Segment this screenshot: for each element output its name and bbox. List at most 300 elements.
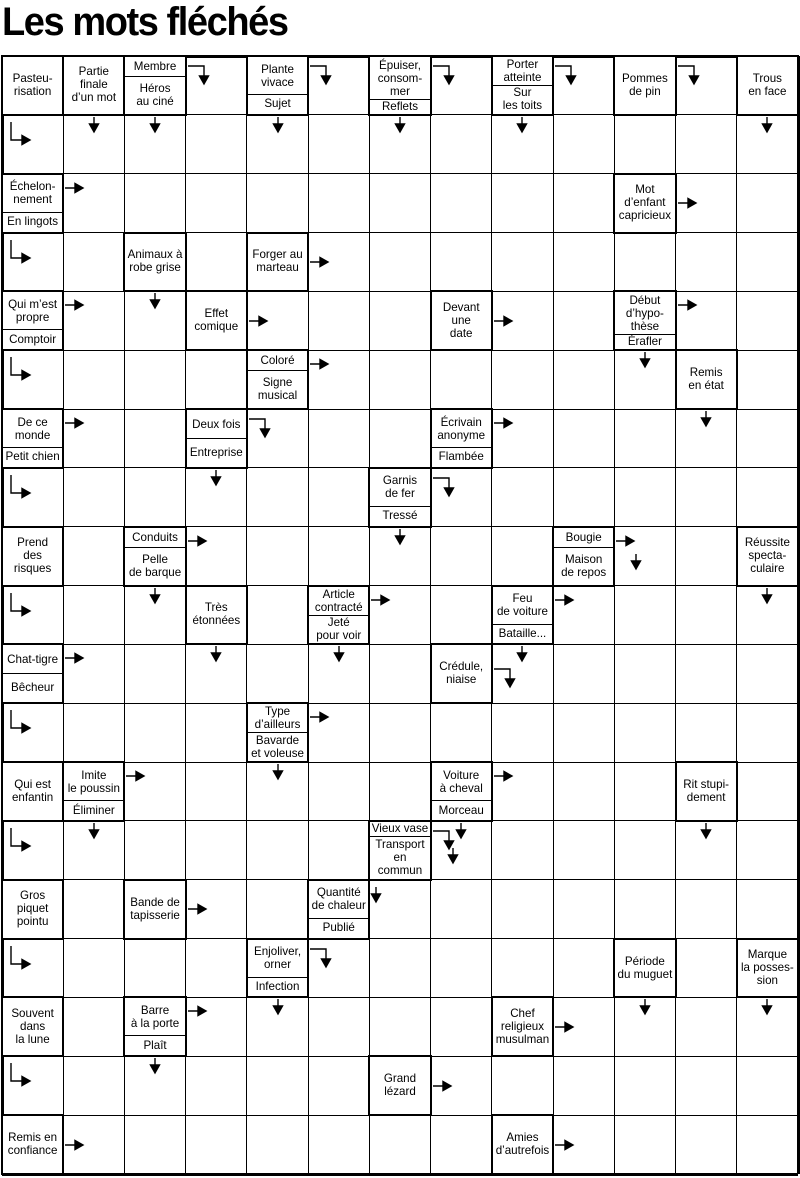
answer-cell[interactable] — [676, 1056, 737, 1115]
arrow-right-icon — [370, 594, 392, 606]
answer-cell[interactable] — [308, 291, 369, 350]
arrow-corner-icon — [8, 709, 36, 735]
answer-cell[interactable] — [308, 1115, 369, 1174]
answer-cell[interactable] — [308, 1056, 369, 1115]
answer-cell[interactable] — [553, 350, 614, 409]
arrow-down-icon — [149, 587, 161, 605]
clue-text-bottom: Éliminer — [64, 800, 123, 819]
clue-cell — [491, 1114, 554, 1175]
clue-cell — [185, 290, 248, 351]
answer-cell[interactable] — [124, 350, 185, 409]
grid-line — [2, 232, 798, 233]
answer-cell[interactable] — [124, 703, 185, 762]
clue-cell — [246, 938, 309, 999]
clue-cell — [1, 996, 64, 1057]
arrow-down-icon — [394, 116, 406, 134]
clue-text-top: Feu de voiture — [496, 592, 548, 619]
answer-cell[interactable] — [431, 1115, 492, 1174]
arrow-right-icon — [64, 652, 86, 664]
answer-cell[interactable] — [431, 115, 492, 174]
answer-cell[interactable] — [614, 468, 675, 527]
answer-cell[interactable] — [614, 233, 675, 292]
answer-cell[interactable] — [614, 762, 675, 821]
arrow-right-icon — [309, 711, 331, 723]
arrow-down-icon — [761, 998, 773, 1016]
clue-text: Partie finale d’un mot — [71, 65, 117, 105]
answer-cell[interactable] — [186, 233, 247, 292]
clue-cell — [1, 55, 64, 116]
arrow-down-icon — [333, 645, 345, 663]
clue-text-bottom: Signe musical — [248, 370, 307, 407]
arrow-down-icon — [210, 645, 222, 663]
clue-text: Souvent dans la lune — [11, 1006, 54, 1046]
answer-cell[interactable] — [492, 703, 553, 762]
answer-cell[interactable] — [676, 233, 737, 292]
clue-text: Animaux à robe grise — [127, 248, 183, 275]
answer-cell[interactable] — [431, 880, 492, 939]
clue-text: Trous en face — [748, 71, 787, 98]
clue-cell — [675, 761, 738, 822]
arrow-right-icon — [432, 1080, 454, 1092]
answer-cell[interactable] — [431, 174, 492, 233]
answer-cell[interactable] — [676, 644, 737, 703]
answer-cell[interactable] — [247, 821, 308, 880]
clue-cell — [736, 526, 799, 587]
answer-cell[interactable] — [186, 1115, 247, 1174]
answer-cell[interactable] — [308, 821, 369, 880]
answer-cell[interactable] — [676, 527, 737, 586]
answer-cell[interactable] — [124, 174, 185, 233]
answer-cell[interactable] — [553, 703, 614, 762]
answer-cell[interactable] — [553, 880, 614, 939]
answer-cell[interactable] — [124, 409, 185, 468]
page-title: Les mots fléchés — [2, 0, 288, 44]
arrow-down-icon — [394, 528, 406, 546]
answer-cell[interactable] — [369, 409, 430, 468]
clue-text-top: Plante vivace — [261, 62, 294, 89]
arrow-corner-icon — [8, 592, 36, 618]
clue-cell — [62, 761, 125, 822]
answer-cell[interactable] — [63, 997, 124, 1056]
answer-cell[interactable] — [737, 409, 798, 468]
answer-cell[interactable] — [124, 821, 185, 880]
clue-cell — [1, 643, 64, 704]
crossword-grid — [2, 56, 798, 1174]
answer-cell[interactable] — [186, 762, 247, 821]
clue-text-top: Article contracté — [314, 587, 363, 614]
answer-cell[interactable] — [614, 1056, 675, 1115]
answer-cell[interactable] — [431, 233, 492, 292]
arrow-down-icon — [149, 292, 161, 310]
clue-text-bottom: Entreprise — [187, 438, 246, 466]
arrow-down-icon — [88, 116, 100, 134]
clue-text-bottom: Petit chien — [3, 447, 62, 466]
answer-cell[interactable] — [553, 409, 614, 468]
clue-cell — [123, 526, 186, 587]
arrow-down-icon — [761, 116, 773, 134]
clue-text-top: De ce monde — [14, 415, 51, 442]
answer-cell[interactable] — [431, 527, 492, 586]
clue-text-top: Vieux vase — [371, 822, 429, 836]
answer-cell[interactable] — [308, 409, 369, 468]
clue-text-bottom: Bêcheur — [3, 673, 62, 701]
clue-text-bottom: Maison de repos — [554, 547, 613, 584]
clue-text-top: Porter atteinte — [503, 58, 542, 84]
arrow-down-icon — [272, 763, 284, 781]
arrow-right-icon — [677, 299, 699, 311]
clue-cell — [123, 996, 186, 1057]
arrow-down-icon — [516, 645, 528, 663]
answer-cell[interactable] — [369, 762, 430, 821]
grid-line — [2, 1173, 798, 1176]
answer-cell[interactable] — [553, 821, 614, 880]
answer-cell[interactable] — [124, 468, 185, 527]
clue-text-bottom: Plaît — [125, 1035, 184, 1054]
clue-cell — [613, 173, 676, 234]
arrow-corner-icon — [8, 239, 36, 265]
clue-cell — [736, 55, 799, 116]
clue-cell — [613, 55, 676, 116]
answer-cell[interactable] — [676, 880, 737, 939]
answer-cell[interactable] — [614, 115, 675, 174]
grid-line — [2, 291, 798, 292]
grid-line — [2, 173, 798, 174]
answer-cell[interactable] — [492, 1056, 553, 1115]
arrow-right-down-icon — [554, 63, 578, 89]
answer-cell[interactable] — [63, 233, 124, 292]
clue-text: Marque la posses- sion — [740, 948, 794, 988]
answer-cell[interactable] — [737, 350, 798, 409]
answer-cell[interactable] — [308, 762, 369, 821]
arrow-right-down-icon — [432, 63, 456, 89]
answer-cell[interactable] — [186, 115, 247, 174]
answer-cell[interactable] — [431, 703, 492, 762]
arrow-right-icon — [677, 197, 699, 209]
clue-text-top: Qui m’est propre — [8, 297, 58, 324]
clue-text: Chef religieux musulman — [495, 1006, 550, 1046]
answer-cell[interactable] — [614, 1115, 675, 1174]
clue-text-top: Bougie — [565, 530, 602, 544]
answer-cell[interactable] — [369, 997, 430, 1056]
answer-cell[interactable] — [553, 939, 614, 998]
clue-cell — [123, 55, 186, 116]
answer-cell[interactable] — [63, 703, 124, 762]
clue-cell — [123, 232, 186, 293]
clue-text-bottom: Sur les toits — [493, 85, 552, 113]
answer-cell[interactable] — [614, 880, 675, 939]
answer-cell[interactable] — [308, 115, 369, 174]
answer-cell[interactable] — [614, 703, 675, 762]
clue-cell — [430, 643, 493, 704]
clue-cell — [246, 55, 309, 116]
grid-line — [2, 938, 798, 939]
arrow-right-down-icon — [187, 63, 211, 89]
arrow-right-icon — [309, 358, 331, 370]
answer-cell[interactable] — [431, 350, 492, 409]
answer-cell[interactable] — [614, 409, 675, 468]
clue-cell — [368, 467, 431, 528]
grid-line — [736, 56, 737, 1174]
clue-text-bottom: Érafler — [615, 334, 674, 348]
clue-text-bottom: Publié — [309, 918, 368, 937]
answer-cell[interactable] — [492, 527, 553, 586]
answer-cell[interactable] — [247, 880, 308, 939]
clue-text-top: Conduits — [132, 530, 178, 544]
clue-text-bottom: Infection — [248, 977, 307, 996]
answer-cell[interactable] — [369, 233, 430, 292]
grid-line — [2, 644, 798, 645]
clue-text: Mot d’enfant capricieux — [618, 183, 671, 223]
arrow-down-icon — [639, 351, 651, 369]
arrow-down-icon — [447, 847, 459, 865]
answer-cell[interactable] — [247, 1115, 308, 1174]
clue-text: Très étonnées — [192, 601, 241, 628]
clue-text-bottom: Tressé — [370, 506, 429, 525]
answer-cell[interactable] — [614, 821, 675, 880]
clue-cell — [552, 526, 615, 587]
clue-cell — [368, 55, 431, 116]
clue-text-bottom: Bataille... — [493, 624, 552, 643]
arrow-down-icon — [700, 822, 712, 840]
answer-cell[interactable] — [63, 468, 124, 527]
grid-line — [430, 56, 431, 1174]
clue-cell — [62, 55, 125, 116]
answer-cell[interactable] — [63, 880, 124, 939]
grid-line — [2, 703, 798, 704]
answer-cell[interactable] — [124, 644, 185, 703]
clue-text-bottom: Jeté pour voir — [309, 615, 368, 643]
arrow-right-down-icon — [493, 666, 517, 692]
arrow-right-icon — [493, 417, 515, 429]
answer-cell[interactable] — [247, 586, 308, 645]
answer-cell[interactable] — [124, 1115, 185, 1174]
answer-cell[interactable] — [369, 644, 430, 703]
clue-text-top: Quantité de chaleur — [311, 886, 366, 913]
answer-cell[interactable] — [614, 586, 675, 645]
answer-cell[interactable] — [737, 821, 798, 880]
answer-cell[interactable] — [247, 174, 308, 233]
answer-cell[interactable] — [308, 997, 369, 1056]
answer-cell[interactable] — [63, 350, 124, 409]
clue-text-top: Membre — [133, 60, 177, 73]
answer-cell[interactable] — [369, 174, 430, 233]
clue-text-bottom: Sujet — [248, 94, 307, 113]
answer-cell[interactable] — [247, 1056, 308, 1115]
grid-line — [2, 997, 798, 998]
clue-cell — [246, 702, 309, 763]
clue-cell — [246, 232, 309, 293]
clue-text: Réussite specta- culaire — [744, 536, 790, 576]
answer-cell[interactable] — [737, 762, 798, 821]
answer-cell[interactable] — [369, 703, 430, 762]
clue-cell — [246, 349, 309, 410]
arrow-right-icon — [125, 770, 147, 782]
clue-cell — [1, 879, 64, 940]
answer-cell[interactable] — [124, 939, 185, 998]
answer-cell[interactable] — [186, 350, 247, 409]
answer-cell[interactable] — [492, 468, 553, 527]
answer-cell[interactable] — [492, 939, 553, 998]
answer-cell[interactable] — [737, 703, 798, 762]
clue-text-top: Chat-tigre — [7, 652, 59, 666]
answer-cell[interactable] — [553, 174, 614, 233]
answer-cell[interactable] — [737, 233, 798, 292]
answer-cell[interactable] — [63, 939, 124, 998]
arrow-right-down-icon — [432, 475, 456, 501]
answer-cell[interactable] — [553, 644, 614, 703]
answer-cell[interactable] — [186, 1056, 247, 1115]
clue-cell — [430, 408, 493, 469]
answer-cell[interactable] — [676, 997, 737, 1056]
answer-cell[interactable] — [247, 468, 308, 527]
answer-cell[interactable] — [492, 174, 553, 233]
arrow-down-icon — [761, 587, 773, 605]
answer-cell[interactable] — [308, 174, 369, 233]
clue-text: Grand lézard — [383, 1072, 417, 1099]
clue-text-bottom: Transport en commun — [370, 836, 429, 878]
answer-cell[interactable] — [63, 1056, 124, 1115]
clue-text: Forger au marteau — [252, 248, 303, 275]
answer-cell[interactable] — [431, 939, 492, 998]
arrow-right-icon — [615, 535, 637, 547]
clue-text-bottom: Bavarde et voleuse — [248, 732, 307, 760]
answer-cell[interactable] — [553, 1056, 614, 1115]
answer-cell[interactable] — [369, 1115, 430, 1174]
answer-cell[interactable] — [492, 233, 553, 292]
arrow-corner-icon — [8, 1062, 36, 1088]
clue-text-top: Épuiser, consom- mer — [377, 58, 423, 98]
answer-cell[interactable] — [492, 821, 553, 880]
answer-cell[interactable] — [492, 350, 553, 409]
answer-cell[interactable] — [676, 586, 737, 645]
answer-cell[interactable] — [63, 586, 124, 645]
answer-cell[interactable] — [553, 115, 614, 174]
arrow-right-icon — [493, 315, 515, 327]
answer-cell[interactable] — [614, 644, 675, 703]
clue-text-bottom: Morceau — [432, 800, 491, 819]
answer-cell[interactable] — [737, 468, 798, 527]
grid-line — [797, 56, 800, 1174]
clue-text-top: Imite le poussin — [67, 768, 120, 795]
clue-text: Effet comique — [194, 307, 239, 334]
clue-text-top: Type d’ailleurs — [254, 705, 301, 732]
clue-text: Prend des risques — [13, 536, 52, 576]
answer-cell[interactable] — [308, 527, 369, 586]
arrow-right-icon — [187, 535, 209, 547]
answer-cell[interactable] — [737, 1115, 798, 1174]
answer-cell[interactable] — [676, 115, 737, 174]
clue-text-top: Enjoliver, orner — [254, 945, 302, 972]
clue-text-top: Garnis de fer — [382, 474, 418, 501]
clue-cell — [1, 1114, 64, 1175]
clue-text: Remis en état — [688, 366, 724, 393]
answer-cell[interactable] — [369, 939, 430, 998]
arrow-right-icon — [187, 903, 209, 915]
answer-cell[interactable] — [676, 1115, 737, 1174]
answer-cell[interactable] — [63, 527, 124, 586]
arrow-down-icon — [516, 116, 528, 134]
arrow-down-icon — [272, 116, 284, 134]
arrow-right-down-icon — [309, 63, 333, 89]
answer-cell[interactable] — [247, 644, 308, 703]
clue-text: Qui est enfantin — [11, 778, 54, 804]
answer-cell[interactable] — [186, 703, 247, 762]
clue-text-top: Coloré — [260, 354, 295, 368]
answer-cell[interactable] — [369, 350, 430, 409]
answer-cell[interactable] — [247, 527, 308, 586]
clue-cell — [430, 761, 493, 822]
answer-cell[interactable] — [431, 997, 492, 1056]
answer-cell[interactable] — [676, 468, 737, 527]
arrow-corner-icon — [8, 356, 36, 382]
answer-cell[interactable] — [737, 1056, 798, 1115]
clue-cell — [491, 996, 554, 1057]
answer-cell[interactable] — [737, 880, 798, 939]
arrow-right-icon — [493, 770, 515, 782]
answer-cell[interactable] — [737, 291, 798, 350]
clue-cell — [185, 585, 248, 646]
clue-cell — [123, 879, 186, 940]
answer-cell[interactable] — [553, 762, 614, 821]
answer-cell[interactable] — [186, 174, 247, 233]
clue-cell — [368, 1055, 431, 1116]
clue-text: Devant une date — [442, 300, 480, 340]
clue-text-bottom: Pelle de barque — [125, 547, 184, 584]
clue-text-bottom: Héros au ciné — [125, 76, 184, 113]
clue-text: Crédule, niaise — [439, 660, 484, 687]
answer-cell[interactable] — [369, 291, 430, 350]
clue-cell — [1, 408, 64, 469]
clue-cell — [613, 290, 676, 351]
arrow-down-icon — [455, 822, 467, 840]
clue-text-top: Écrivain anonyme — [437, 415, 486, 442]
answer-cell[interactable] — [492, 880, 553, 939]
arrow-down-icon — [272, 998, 284, 1016]
answer-cell[interactable] — [676, 939, 737, 998]
arrow-right-icon — [64, 417, 86, 429]
clue-text: Bande de tapisserie — [130, 895, 180, 922]
answer-cell[interactable] — [308, 468, 369, 527]
clue-cell — [491, 55, 554, 116]
clue-cell — [368, 820, 431, 881]
answer-cell[interactable] — [676, 703, 737, 762]
clue-cell — [1, 173, 64, 234]
arrow-right-icon — [187, 1005, 209, 1017]
clue-text-top: Voiture à cheval — [439, 768, 483, 795]
answer-cell[interactable] — [431, 586, 492, 645]
arrow-right-icon — [64, 1139, 86, 1151]
clue-cell — [1, 761, 64, 822]
answer-cell[interactable] — [737, 644, 798, 703]
clue-text: Gros piquet pointu — [16, 889, 49, 929]
answer-cell[interactable] — [553, 233, 614, 292]
clue-text: Période du muguet — [617, 954, 673, 981]
arrow-corner-icon — [8, 474, 36, 500]
grid-line — [2, 585, 798, 586]
clue-text-bottom: Comptoir — [3, 329, 62, 348]
answer-cell[interactable] — [737, 174, 798, 233]
answer-cell[interactable] — [186, 939, 247, 998]
clue-cell — [430, 290, 493, 351]
arrow-down-icon — [700, 410, 712, 428]
arrow-right-icon — [64, 182, 86, 194]
clue-cell — [675, 349, 738, 410]
answer-cell[interactable] — [553, 468, 614, 527]
clue-cell — [736, 938, 799, 999]
arrow-down-icon — [210, 469, 222, 487]
answer-cell[interactable] — [553, 291, 614, 350]
answer-cell[interactable] — [186, 821, 247, 880]
